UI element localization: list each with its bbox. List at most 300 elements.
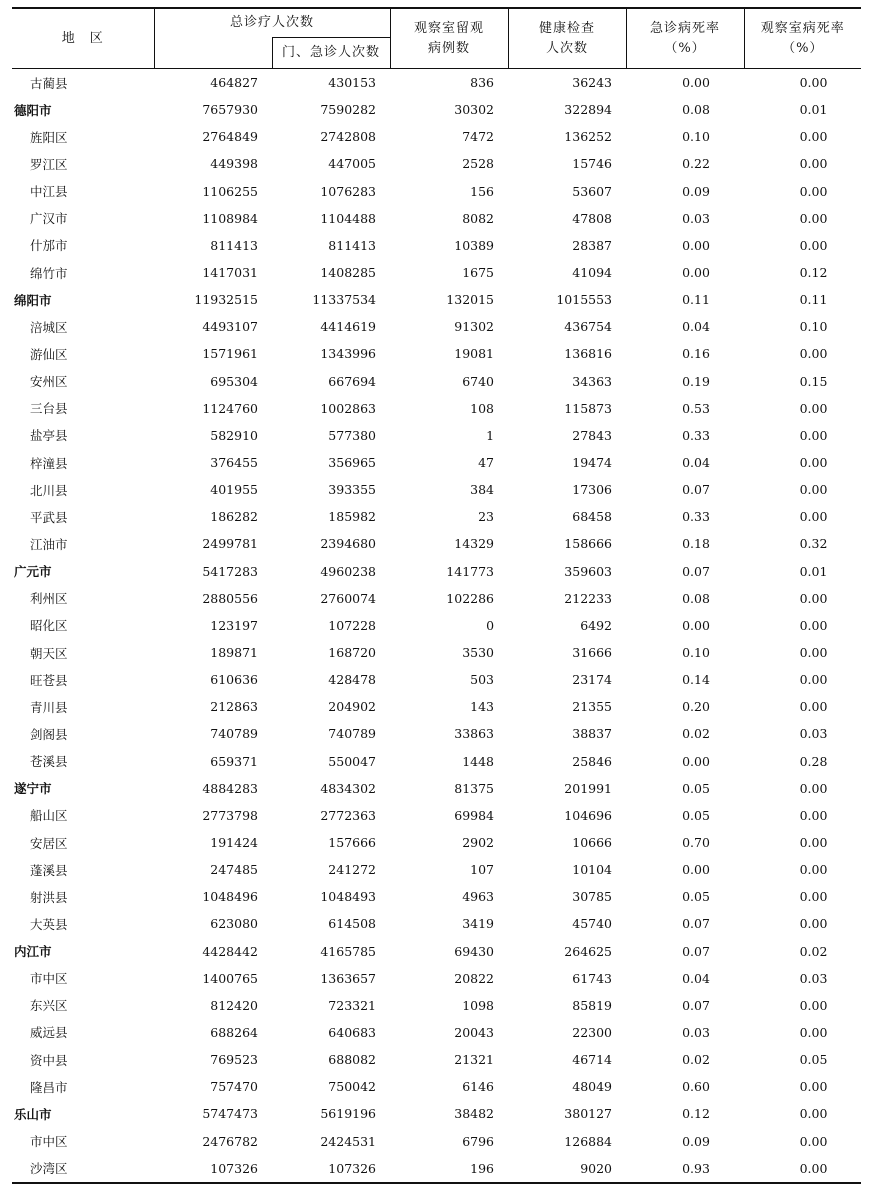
region-cell: 盐亭县 <box>30 428 68 444</box>
outpatient-emergency-cell: 1363657 <box>320 970 377 986</box>
region-cell: 剑阁县 <box>30 726 68 742</box>
emergency-death-rate-cell: 0.05 <box>682 780 710 796</box>
table-row <box>12 1019 861 1046</box>
emergency-death-rate-cell: 0.33 <box>682 427 710 443</box>
health-checks-cell: 10666 <box>572 835 613 850</box>
observation-cases-cell: 91302 <box>454 319 495 335</box>
region-cell: 北川县 <box>30 482 68 498</box>
observation-cases-cell: 10389 <box>454 237 495 253</box>
health-checks-cell: 212233 <box>564 590 613 606</box>
table-row <box>12 422 861 449</box>
outpatient-emergency-cell: 2424531 <box>320 1133 377 1149</box>
emergency-death-rate-cell: 0.93 <box>626 1155 744 1183</box>
total-visits-cell: 2499781 <box>202 536 258 552</box>
observation-death-rate-cell: 0.28 <box>799 753 828 769</box>
outpatient-emergency-cell: 157666 <box>328 835 377 850</box>
health-checks-cell: 10104 <box>572 862 613 878</box>
region-cell: 隆昌市 <box>30 1079 68 1095</box>
observation-cases-cell: 102286 <box>446 590 495 606</box>
outpatient-emergency-cell: 1343996 <box>320 346 377 362</box>
table-row <box>12 340 861 367</box>
emergency-death-rate-cell: 0.33 <box>682 509 710 525</box>
health-checks-cell: 9020 <box>508 1155 626 1183</box>
emergency-death-rate-cell: 0.07 <box>682 563 710 579</box>
observation-cases-cell: 196 <box>390 1155 508 1183</box>
outpatient-emergency-cell: 2772363 <box>320 807 377 823</box>
outpatient-emergency-cell: 430153 <box>328 75 377 91</box>
health-checks-cell: 53607 <box>572 183 613 199</box>
observation-death-rate-cell: 0.00 <box>799 590 828 606</box>
total-visits-cell: 401955 <box>210 482 258 498</box>
emergency-death-rate-cell: 0.03 <box>682 1024 710 1040</box>
emergency-death-rate-cell: 0.10 <box>682 645 710 661</box>
outpatient-emergency-cell: 4414619 <box>320 319 377 335</box>
health-checks-cell: 104696 <box>564 807 613 823</box>
region-cell: 蓬溪县 <box>30 862 68 878</box>
table-row <box>12 965 861 992</box>
table-row <box>12 910 861 937</box>
header-health-checks-line2: 人次数 <box>546 40 589 56</box>
health-checks-cell: 23174 <box>572 672 613 688</box>
observation-death-rate-cell: 0.00 <box>744 1155 861 1183</box>
outpatient-emergency-cell: 667694 <box>328 373 377 389</box>
emergency-death-rate-cell: 0.00 <box>682 862 710 878</box>
health-checks-cell: 136252 <box>564 129 613 145</box>
header-total-visits: 总诊疗人次数 <box>154 8 390 38</box>
city-row <box>12 1100 861 1127</box>
emergency-death-rate-cell: 0.00 <box>682 265 710 281</box>
health-checks-cell: 47808 <box>572 210 613 226</box>
total-visits-cell: 2773798 <box>202 807 258 823</box>
observation-death-rate-cell: 0.00 <box>799 672 828 688</box>
region-cell: 乐山市 <box>14 1106 52 1122</box>
emergency-death-rate-cell: 0.09 <box>682 183 710 199</box>
observation-death-rate-cell: 0.00 <box>799 346 828 362</box>
region-cell: 三台县 <box>30 401 68 417</box>
health-checks-cell: 6492 <box>580 617 613 633</box>
emergency-death-rate-cell: 0.03 <box>682 210 710 226</box>
total-visits-cell: 212863 <box>210 699 258 715</box>
header-observation-cases-line1: 观察室留观 <box>414 20 485 36</box>
observation-death-rate-cell: 0.02 <box>799 943 828 959</box>
total-visits-cell: 740789 <box>210 726 258 742</box>
region-cell: 旌阳区 <box>30 129 68 145</box>
health-checks-cell: 359603 <box>564 563 613 579</box>
outpatient-emergency-cell: 740789 <box>328 726 377 742</box>
observation-death-rate-cell: 0.00 <box>799 1079 828 1095</box>
emergency-death-rate-cell: 0.08 <box>682 102 710 118</box>
table-row <box>12 612 861 639</box>
region-cell: 遂宁市 <box>14 781 52 797</box>
total-visits-cell: 582910 <box>210 427 258 443</box>
observation-death-rate-cell: 0.32 <box>799 536 828 552</box>
observation-cases-cell: 81375 <box>454 780 495 796</box>
region-cell: 安居区 <box>30 835 68 851</box>
observation-cases-cell: 141773 <box>446 563 495 579</box>
city-row <box>12 286 861 313</box>
outpatient-emergency-cell: 428478 <box>328 672 377 688</box>
health-checks-cell: 48049 <box>572 1079 613 1095</box>
total-visits-cell: 5747473 <box>202 1106 258 1122</box>
region-cell: 平武县 <box>30 509 68 525</box>
health-checks-cell: 1015553 <box>556 292 613 308</box>
table-row <box>12 476 861 503</box>
observation-death-rate-cell: 0.11 <box>799 292 828 308</box>
health-checks-cell: 19474 <box>572 455 613 471</box>
health-checks-cell: 136816 <box>564 346 613 362</box>
observation-death-rate-cell: 0.05 <box>799 1052 828 1068</box>
emergency-death-rate-cell: 0.11 <box>682 292 710 308</box>
health-checks-cell: 36243 <box>572 75 613 91</box>
header-emergency-death-rate-line1: 急诊病死率 <box>650 20 721 36</box>
outpatient-emergency-cell: 185982 <box>328 509 377 525</box>
total-visits-cell: 623080 <box>210 916 258 932</box>
table-row <box>12 666 861 693</box>
table-row <box>12 829 861 856</box>
table-row <box>12 503 861 530</box>
observation-cases-cell: 47 <box>478 455 495 471</box>
outpatient-emergency-cell: 577380 <box>328 427 377 443</box>
table-row <box>12 585 861 612</box>
header-total-visits-spacer <box>154 38 272 69</box>
observation-death-rate-cell: 0.00 <box>799 916 828 932</box>
total-visits-cell: 1400765 <box>202 970 258 986</box>
table-row <box>12 992 861 1019</box>
outpatient-emergency-cell: 4834302 <box>320 780 377 796</box>
region-cell: 朝天区 <box>30 645 68 661</box>
emergency-death-rate-cell: 0.08 <box>682 590 710 606</box>
emergency-death-rate-cell: 0.10 <box>682 129 710 145</box>
observation-cases-cell: 132015 <box>446 292 495 308</box>
emergency-death-rate-cell: 0.00 <box>682 75 710 91</box>
observation-death-rate-cell: 0.00 <box>799 210 828 226</box>
emergency-death-rate-cell: 0.07 <box>682 943 710 959</box>
observation-cases-cell: 7472 <box>462 129 495 145</box>
region-cell: 射洪县 <box>30 889 68 905</box>
total-visits-cell: 811413 <box>210 237 258 253</box>
outpatient-emergency-cell: 2742808 <box>320 129 377 145</box>
table-row <box>12 69 861 97</box>
total-visits-cell: 757470 <box>210 1079 258 1095</box>
observation-cases-cell: 156 <box>470 183 495 199</box>
health-checks-cell: 27843 <box>572 427 613 443</box>
emergency-death-rate-cell: 0.07 <box>682 997 710 1013</box>
outpatient-emergency-cell: 393355 <box>328 482 377 498</box>
observation-cases-cell: 69430 <box>454 943 495 959</box>
total-visits-cell: 191424 <box>210 835 258 850</box>
emergency-death-rate-cell: 0.09 <box>682 1133 710 1149</box>
health-checks-cell: 28387 <box>572 237 613 253</box>
emergency-death-rate-cell: 0.05 <box>682 889 710 905</box>
total-visits-cell: 1124760 <box>202 400 258 416</box>
observation-cases-cell: 384 <box>470 482 495 498</box>
region-cell: 旺苍县 <box>30 672 68 688</box>
city-row <box>12 96 861 123</box>
table-row <box>12 232 861 259</box>
region-cell: 古蔺县 <box>30 75 68 91</box>
observation-cases-cell: 20043 <box>454 1024 495 1040</box>
emergency-death-rate-cell: 0.02 <box>682 726 710 742</box>
header-observation-death-rate-line2: （%） <box>782 40 824 56</box>
outpatient-emergency-cell: 750042 <box>328 1079 377 1095</box>
observation-death-rate-cell: 0.00 <box>799 482 828 498</box>
outpatient-emergency-cell: 1408285 <box>320 265 377 281</box>
total-visits-cell: 376455 <box>210 455 258 471</box>
total-visits-cell: 659371 <box>210 753 258 769</box>
observation-death-rate-cell: 0.00 <box>799 509 828 525</box>
region-cell: 船山区 <box>30 808 68 824</box>
outpatient-emergency-cell: 241272 <box>328 862 377 878</box>
observation-cases-cell: 108 <box>470 400 495 416</box>
outpatient-emergency-cell: 4960238 <box>320 563 377 579</box>
observation-death-rate-cell: 0.00 <box>799 835 828 850</box>
emergency-death-rate-cell: 0.22 <box>682 156 710 172</box>
observation-death-rate-cell: 0.00 <box>799 237 828 253</box>
outpatient-emergency-cell: 1104488 <box>320 210 377 226</box>
total-visits-cell: 610636 <box>210 672 258 688</box>
header-observation-death-rate-line1: 观察室病死率 <box>760 20 845 36</box>
table-row <box>12 259 861 286</box>
observation-cases-cell: 503 <box>470 672 495 688</box>
total-visits-cell: 4428442 <box>202 943 258 959</box>
total-visits-cell: 11932515 <box>194 292 258 308</box>
region-cell: 苍溪县 <box>30 754 68 770</box>
region-cell: 广汉市 <box>30 211 68 227</box>
outpatient-emergency-cell: 107228 <box>328 617 377 633</box>
header-emergency-death-rate-line2: （%） <box>664 40 706 56</box>
region-cell: 东兴区 <box>30 998 68 1014</box>
observation-cases-cell: 2902 <box>462 835 495 850</box>
region-cell: 资中县 <box>30 1052 68 1068</box>
health-checks-cell: 41094 <box>572 265 613 281</box>
health-checks-cell: 34363 <box>572 373 613 389</box>
outpatient-emergency-cell: 168720 <box>328 645 377 661</box>
health-checks-cell: 201991 <box>564 780 613 796</box>
observation-death-rate-cell: 0.00 <box>799 400 828 416</box>
observation-cases-cell: 1 <box>486 427 495 443</box>
observation-death-rate-cell: 0.00 <box>799 156 828 172</box>
emergency-death-rate-cell: 0.07 <box>682 482 710 498</box>
emergency-death-rate-cell: 0.16 <box>682 346 710 362</box>
observation-death-rate-cell: 0.00 <box>799 1106 828 1122</box>
observation-death-rate-cell: 0.00 <box>799 807 828 823</box>
region-cell: 中江县 <box>30 184 68 200</box>
emergency-death-rate-cell: 0.18 <box>682 536 710 552</box>
table-row <box>12 178 861 205</box>
region-cell: 利州区 <box>30 591 68 607</box>
table-row <box>12 693 861 720</box>
table-row <box>12 720 861 747</box>
header-observation-cases <box>390 8 508 69</box>
region-cell: 市中区 <box>30 1134 68 1150</box>
total-visits-cell: 5417283 <box>202 563 258 579</box>
health-checks-cell: 17306 <box>572 482 613 498</box>
observation-death-rate-cell: 0.00 <box>799 645 828 661</box>
region-cell: 绵阳市 <box>14 292 52 308</box>
header-health-checks-line1: 健康检查 <box>539 20 596 36</box>
header-observation-death-rate <box>744 8 861 69</box>
table-row <box>12 368 861 395</box>
emergency-death-rate-cell: 0.04 <box>682 455 710 471</box>
outpatient-emergency-cell: 5619196 <box>320 1106 377 1122</box>
total-visits-cell: 186282 <box>210 509 258 525</box>
observation-cases-cell: 143 <box>470 699 495 715</box>
total-visits-cell: 812420 <box>210 997 258 1013</box>
observation-cases-cell: 33863 <box>454 726 495 742</box>
table-row <box>12 395 861 422</box>
outpatient-emergency-cell: 811413 <box>328 237 377 253</box>
observation-cases-cell: 1675 <box>462 265 495 281</box>
health-checks-cell: 31666 <box>572 645 613 661</box>
observation-cases-cell: 19081 <box>454 346 495 362</box>
emergency-death-rate-cell: 0.00 <box>682 753 710 769</box>
observation-cases-cell: 2528 <box>462 156 495 172</box>
emergency-death-rate-cell: 0.04 <box>682 319 710 335</box>
city-row <box>12 558 861 585</box>
region-cell: 威远县 <box>30 1025 68 1041</box>
observation-cases-cell: 8082 <box>462 210 495 226</box>
region-cell: 大英县 <box>30 916 68 932</box>
observation-cases-cell: 1448 <box>462 753 495 769</box>
health-checks-cell: 85819 <box>572 997 613 1013</box>
table-row <box>12 205 861 232</box>
observation-death-rate-cell: 0.00 <box>799 129 828 145</box>
outpatient-emergency-cell: 2760074 <box>320 590 377 606</box>
region-cell: 市中区 <box>30 971 68 987</box>
health-checks-cell: 436754 <box>564 319 613 335</box>
region-cell: 青川县 <box>30 699 68 715</box>
observation-cases-cell: 1098 <box>462 997 495 1013</box>
region-cell: 梓潼县 <box>30 455 68 471</box>
observation-cases-cell: 107 <box>470 862 495 878</box>
region-cell: 罗江区 <box>30 156 68 172</box>
outpatient-emergency-cell: 11337534 <box>312 292 377 308</box>
outpatient-emergency-cell: 447005 <box>328 156 377 172</box>
table-row <box>12 1127 861 1154</box>
total-visits-cell: 1108984 <box>202 210 258 226</box>
observation-death-rate-cell: 0.00 <box>799 1024 828 1040</box>
region-cell: 绵竹市 <box>30 265 68 281</box>
observation-cases-cell: 6740 <box>462 373 495 389</box>
total-visits-cell: 464827 <box>210 75 258 91</box>
total-visits-cell: 4493107 <box>202 319 258 335</box>
table-row <box>12 639 861 666</box>
observation-cases-cell: 38482 <box>454 1106 495 1122</box>
table-row <box>12 123 861 150</box>
table-header <box>12 8 861 69</box>
emergency-death-rate-cell: 0.20 <box>682 699 710 715</box>
total-visits-cell: 1571961 <box>202 346 258 362</box>
region-cell: 沙湾区 <box>12 1155 154 1183</box>
observation-death-rate-cell: 0.10 <box>799 319 828 335</box>
observation-cases-cell: 30302 <box>454 102 495 118</box>
health-checks-cell: 22300 <box>572 1024 613 1040</box>
observation-cases-cell: 6146 <box>462 1079 495 1095</box>
observation-death-rate-cell: 0.00 <box>799 699 828 715</box>
health-checks-cell: 264625 <box>564 943 613 959</box>
outpatient-emergency-cell: 204902 <box>328 699 377 715</box>
observation-death-rate-cell: 0.00 <box>799 75 828 91</box>
observation-death-rate-cell: 0.00 <box>799 455 828 471</box>
region-cell: 内江市 <box>14 944 52 960</box>
total-visits-cell: 688264 <box>210 1024 258 1040</box>
emergency-death-rate-cell: 0.00 <box>682 617 710 633</box>
observation-cases-cell: 3530 <box>462 645 495 661</box>
emergency-death-rate-cell: 0.70 <box>682 835 710 850</box>
observation-death-rate-cell: 0.12 <box>799 265 828 281</box>
observation-death-rate-cell: 0.15 <box>799 373 828 389</box>
health-checks-cell: 322894 <box>564 102 613 118</box>
total-visits-cell: 2476782 <box>202 1133 258 1149</box>
emergency-death-rate-cell: 0.19 <box>682 373 710 389</box>
outpatient-emergency-cell: 550047 <box>328 753 377 769</box>
table-row <box>12 856 861 883</box>
health-checks-cell: 21355 <box>572 699 613 715</box>
region-cell: 游仙区 <box>30 346 68 362</box>
observation-death-rate-cell: 0.03 <box>799 970 828 986</box>
header-emergency-death-rate <box>626 8 744 69</box>
total-visits-cell: 1106255 <box>202 183 258 199</box>
region-cell: 什邡市 <box>30 238 68 254</box>
total-visits-cell: 123197 <box>210 617 258 633</box>
observation-death-rate-cell: 0.01 <box>799 563 828 579</box>
observation-cases-cell: 4963 <box>462 889 495 905</box>
region-cell: 安州区 <box>30 374 68 390</box>
table-row <box>12 748 861 775</box>
total-visits-cell: 1417031 <box>202 265 258 281</box>
region-cell: 昭化区 <box>30 618 68 634</box>
table-row <box>12 802 861 829</box>
health-checks-cell: 45740 <box>572 916 613 932</box>
table-row <box>12 1155 861 1183</box>
table-row <box>12 1073 861 1100</box>
health-checks-cell: 68458 <box>572 509 613 525</box>
health-checks-cell: 126884 <box>564 1133 613 1149</box>
observation-death-rate-cell: 0.00 <box>799 889 828 905</box>
observation-death-rate-cell: 0.00 <box>799 997 828 1013</box>
health-checks-cell: 158666 <box>564 536 613 552</box>
observation-death-rate-cell: 0.00 <box>799 862 828 878</box>
observation-cases-cell: 69984 <box>454 807 495 823</box>
header-health-checks <box>508 8 626 69</box>
emergency-death-rate-cell: 0.12 <box>682 1106 710 1122</box>
outpatient-emergency-cell: 688082 <box>328 1052 377 1068</box>
emergency-death-rate-cell: 0.60 <box>682 1079 710 1095</box>
region-cell: 涪城区 <box>30 319 68 335</box>
header-observation-cases-line2: 病例数 <box>428 40 471 56</box>
header-region: 地 区 <box>12 8 154 69</box>
table-row <box>12 313 861 340</box>
region-cell: 广元市 <box>14 564 52 580</box>
emergency-death-rate-cell: 0.14 <box>682 672 710 688</box>
statistics-table <box>12 7 861 1184</box>
total-visits-cell: 247485 <box>210 862 258 878</box>
table-row <box>12 449 861 476</box>
observation-cases-cell: 14329 <box>454 536 495 552</box>
outpatient-emergency-cell: 723321 <box>328 997 377 1013</box>
emergency-death-rate-cell: 0.00 <box>682 237 710 253</box>
outpatient-emergency-cell: 1002863 <box>320 400 377 416</box>
table-row <box>12 530 861 557</box>
table-body <box>12 69 861 1183</box>
header-outpatient-emergency: 门、急诊人次数 <box>272 38 390 69</box>
total-visits-cell: 107326 <box>154 1155 272 1183</box>
outpatient-emergency-cell: 1076283 <box>320 183 377 199</box>
total-visits-cell: 449398 <box>210 156 258 172</box>
observation-death-rate-cell: 0.00 <box>799 427 828 443</box>
health-checks-cell: 15746 <box>572 156 613 172</box>
total-visits-cell: 695304 <box>210 373 258 389</box>
